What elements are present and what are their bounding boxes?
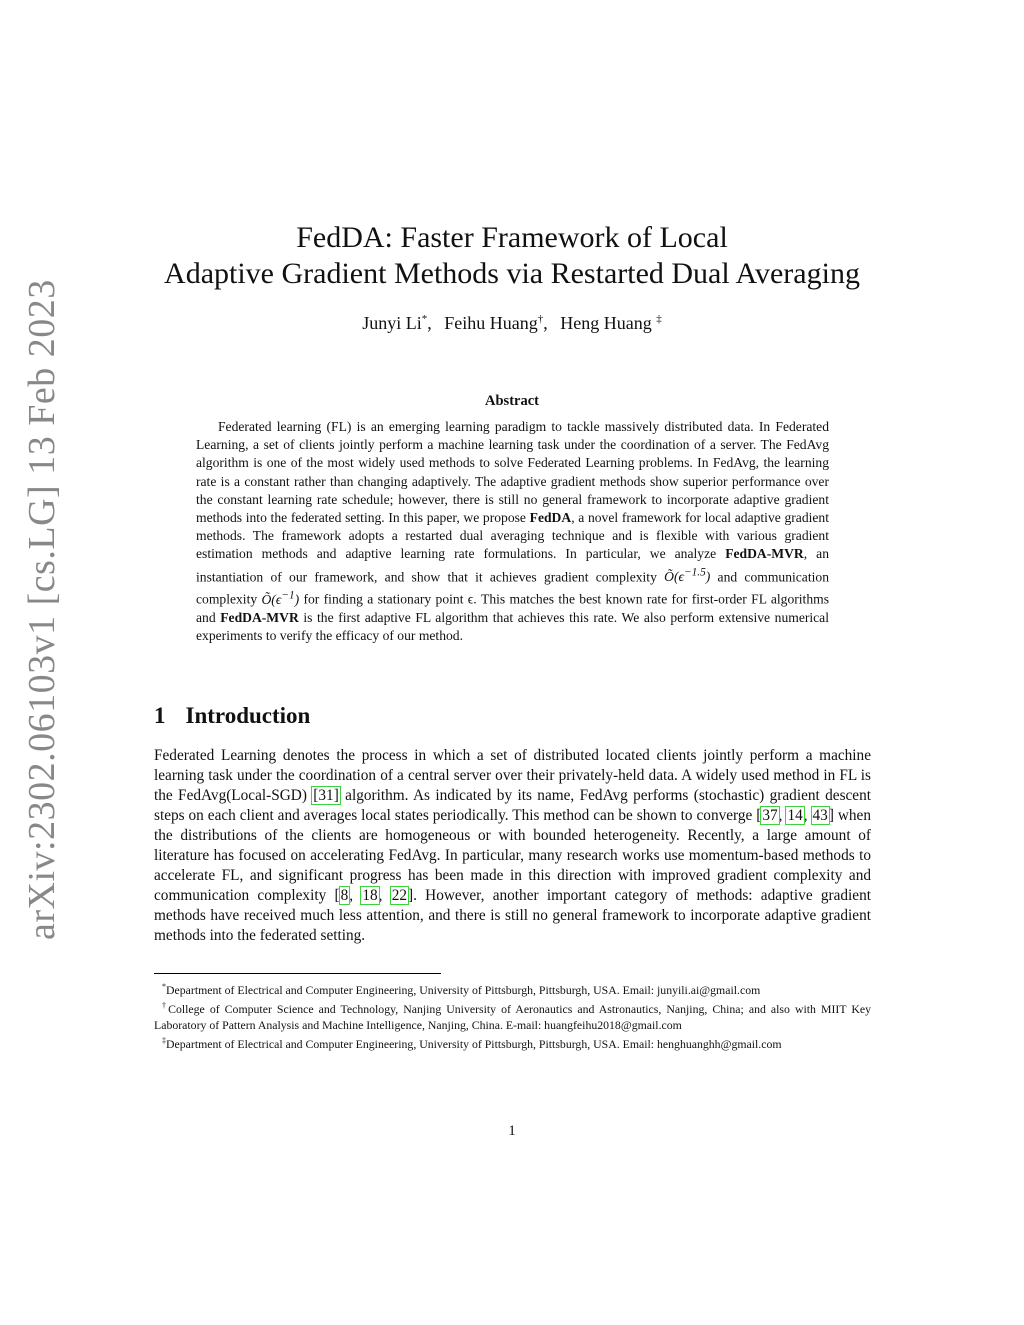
footnote-2: †College of Computer Science and Technology, Nanjing University of Aeronautics and Astronautics, Nanjing, China; and also with MIIT Key Laboratory of Pattern Analysis and Machine Intelligence, Nanjing, China. E-mail: huangfeihu2018@gmail.com (154, 1000, 871, 1032)
fedda-mvr-name-2: FedDA-MVR (220, 610, 299, 626)
section-title: Introduction (185, 703, 311, 728)
introduction-paragraph: Federated Learning denotes the process in which a set of distributed located clients jointly perform a machine learning task under the coordination of a central server over their privately-held data. A widely used method in FL is the FedAvg(Local-SGD) [31] algorithm. As indicated by its name, FedAvg performs (stochastic) gradient descent steps on each client and averages local states periodically. This method can be shown to converge [37, 14, 43] when the distributions of the clients are homogeneous or with bounded heterogeneity. Recently, a large amount of literature has focused on accelerating FedAvg. In particular, many research works use momentum-based methods to accelerate FL, and significant progress has been made in this direction with improved gradient complexity and communication complexity [8, 18, 22]. However, another important category of methods: adaptive gradient methods have received much less attention, and there is still no general framework to incorporate adaptive gradient methods into the federated setting. (154, 747, 871, 944)
arxiv-identifier[interactable]: arXiv:2302.06103v1 [cs.LG] 13 Feb 2023 (21, 279, 63, 940)
citation-link[interactable]: 43 (812, 807, 828, 824)
title-line-1: FedDA: Faster Framework of Local (296, 221, 728, 254)
author-2-mark[interactable]: † (537, 313, 544, 325)
fedda-mvr-name: FedDA-MVR (725, 546, 804, 562)
author-1-mark[interactable]: * (421, 313, 428, 325)
abstract-text: Federated learning (FL) is an emerging learning paradigm to tackle massively distributed data. In Federated Learning, a set of clients jointly perform a machine learning task under the coordination of a server. The FedAvg algorithm is one of the most widely used methods to solve Federated Learning problems. In FedAvg, the learning rate is a constant rather than changing adaptively. The adaptive gradient methods show superior performance over the constant learning rate schedule; however, there is still no general framework to incorporate adaptive gradient methods into the federated setting. In this paper, we propose FedDA, a novel framework for local adaptive gradient methods. The framework adopts a restarted dual averaging technique and is flexible with various gradient estimation methods and adaptive learning rate formulations. In particular, we analyze FedDA-MVR, an instantiation of our framework, and show that it achieves gradient complexity $Õ(\epsilon^{-1.5})$ and communication complexity $Õ(\epsilon^{-1})$ for finding a stationary point ϵ. This matches the best known rate for first-order FL algorithms and FedDA-MVR is the first adaptive FL algorithm that achieves this rate. We also perform extensive numerical experiments to verify the efficacy of our method. (196, 419, 830, 644)
title-line-2: Adaptive Gradient Methods via Restarted Dual Averaging (164, 257, 860, 290)
citation-link[interactable]: 14 (787, 807, 803, 824)
citation-link[interactable]: 37 (762, 807, 778, 824)
author-3-mark[interactable]: ‡ (656, 313, 662, 325)
section-number: 1 (154, 703, 166, 728)
footnote-rule (154, 973, 441, 974)
author-list (120, 313, 904, 334)
footnote-1: *Department of Electrical and Computer Engineering, University of Pittsburgh, Pittsburgh, USA. Email: junyili.ai@gmail.com (162, 982, 761, 997)
footnote-3: ‡Department of Electrical and Computer Engineering, University of Pittsburgh, Pittsburgh, USA. Email: henghuanghh@gmail.com (162, 1035, 782, 1051)
section-heading-introduction (154, 703, 310, 729)
citation-link[interactable]: 18 (362, 887, 378, 904)
feddda-name: FedDA (529, 510, 572, 526)
paper-title (120, 220, 904, 292)
citation-link[interactable]: [31] (313, 787, 339, 804)
gradient-complexity: $Õ(\epsilon^{-1.5})$ (664, 566, 711, 585)
author-2: Feihu Huang†, (444, 313, 548, 333)
communication-complexity: $Õ(\epsilon^{-1})$ (261, 589, 300, 607)
author-1: Junyi Li*, (362, 313, 432, 333)
page-number: 1 (508, 1123, 516, 1139)
citation-link[interactable]: 8 (340, 887, 349, 904)
footnotes (154, 979, 871, 1052)
author-3: Heng Huang ‡ (560, 313, 662, 333)
citation-link[interactable]: 22 (391, 887, 407, 904)
abstract-heading: Abstract (485, 393, 539, 409)
